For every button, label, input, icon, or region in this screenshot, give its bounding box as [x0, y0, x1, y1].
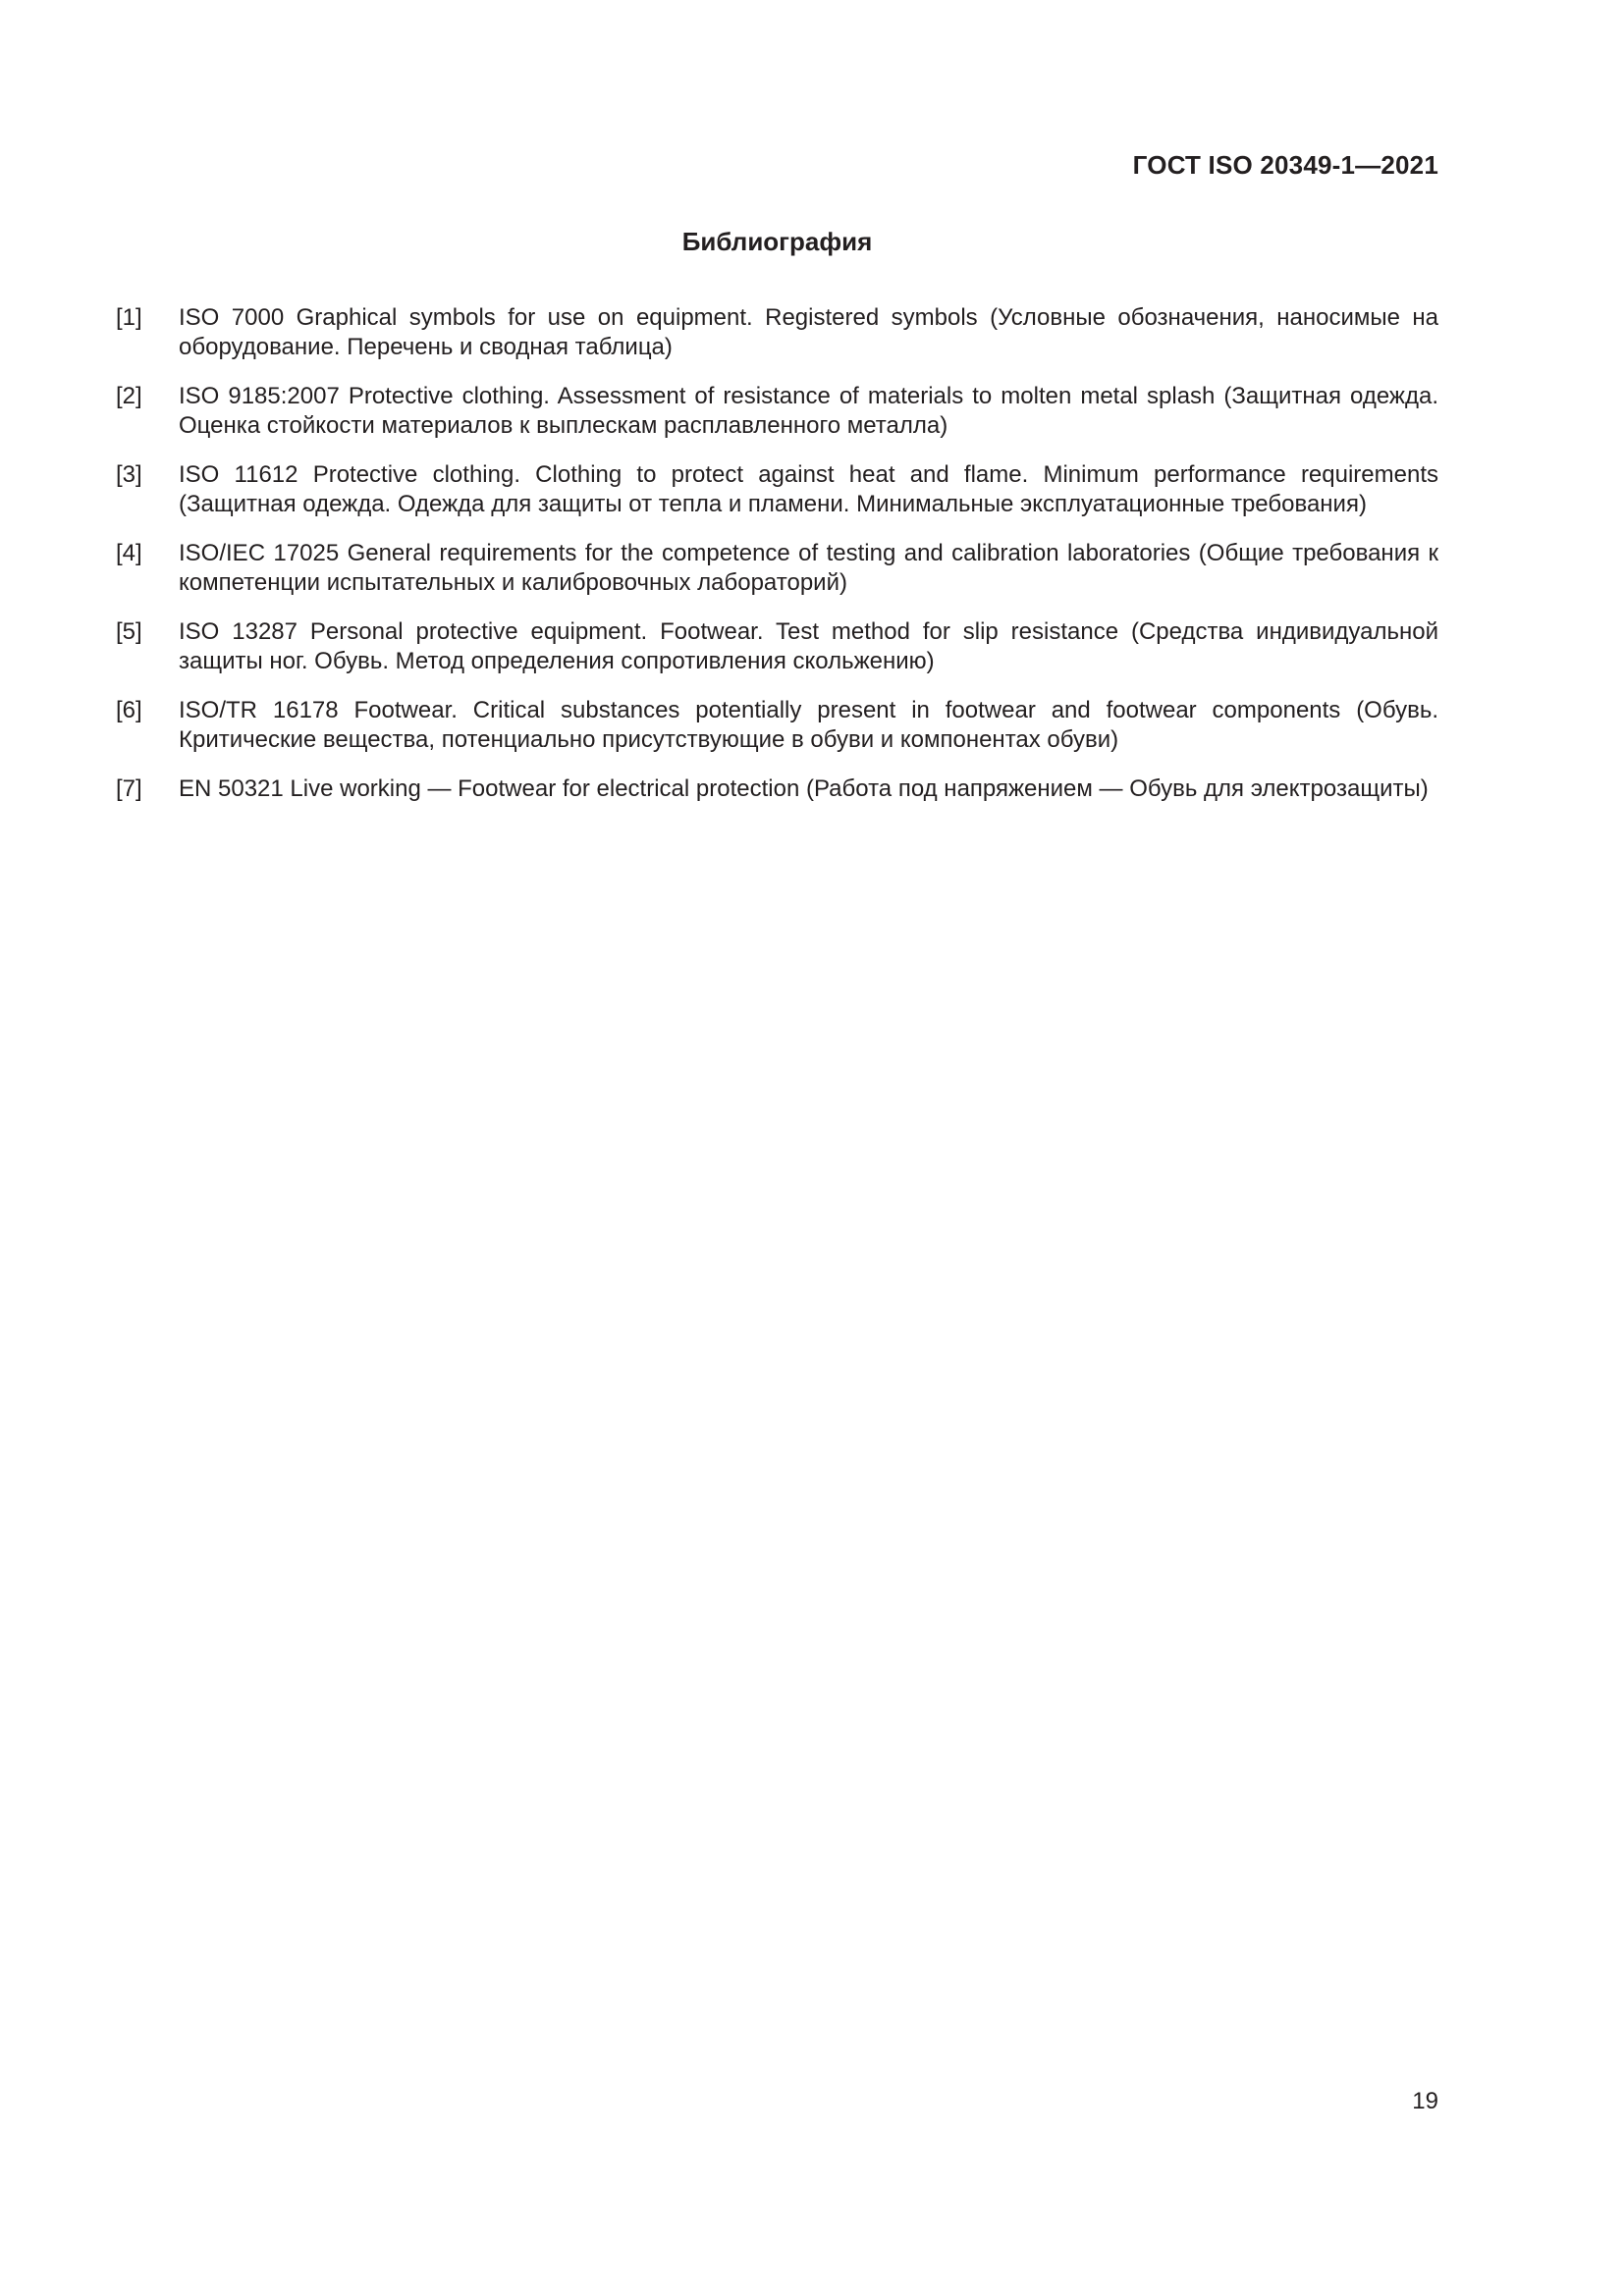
entry-number: [7] [116, 775, 142, 802]
bibliography-entry [116, 617, 1438, 676]
entry-number: [4] [116, 540, 142, 566]
entry-number: [3] [116, 461, 142, 488]
entry-number: [2] [116, 383, 142, 409]
entry-text: ISO 13287 Personal protective equipment. Footwear. Test method for slip resistance (Средства индивидуальной защиты ног. Обувь. Метод определения сопротивления скольжению) [179, 618, 1438, 674]
entry-text: EN 50321 Live working — Footwear for electrical protection (Работа под напряжением — Обувь для электрозащиты) [179, 775, 1429, 802]
bibliography-entry [116, 303, 1438, 362]
entry-number: [6] [116, 697, 142, 723]
entry-number: [5] [116, 618, 142, 645]
section-title: Библиография [681, 227, 873, 256]
bibliography-entry [116, 696, 1438, 755]
entry-text: ISO 9185:2007 Protective clothing. Assessment of resistance of materials to molten metal splash (Защитная одежда. Оценка стойкости материалов к выплескам расплавленного металла) [179, 383, 1438, 439]
entry-number: [1] [116, 304, 142, 331]
bibliography-entry [116, 382, 1438, 441]
entry-text: ISO/TR 16178 Footwear. Critical substances potentially present in footwear and footwear components (Обувь. Критические вещества, потенциально присутствующие в обуви и компонентах обуви) [179, 697, 1438, 753]
bibliography-entry [116, 460, 1438, 519]
entry-text: ISO 7000 Graphical symbols for use on equipment. Registered symbols (Условные обозначения, наносимые на оборудование. Перечень и сводная таблица) [179, 304, 1438, 360]
document-header: ГОСТ ISO 20349-1—2021 [1132, 150, 1438, 180]
bibliography-entry [116, 539, 1438, 598]
bibliography-entry [116, 774, 1438, 804]
entry-text: ISO/IEC 17025 General requirements for the competence of testing and calibration laboratories (Общие требования к компетенции испытательных и калибровочных лабораторий) [179, 540, 1438, 596]
entry-text: ISO 11612 Protective clothing. Clothing to protect against heat and flame. Minimum performance requirements (Защитная одежда. Одежда для защиты от тепла и пламени. Минимальные эксплуатационные требования) [179, 461, 1438, 517]
page-number: 19 [1412, 2088, 1438, 2114]
bibliography-list [116, 303, 1438, 824]
